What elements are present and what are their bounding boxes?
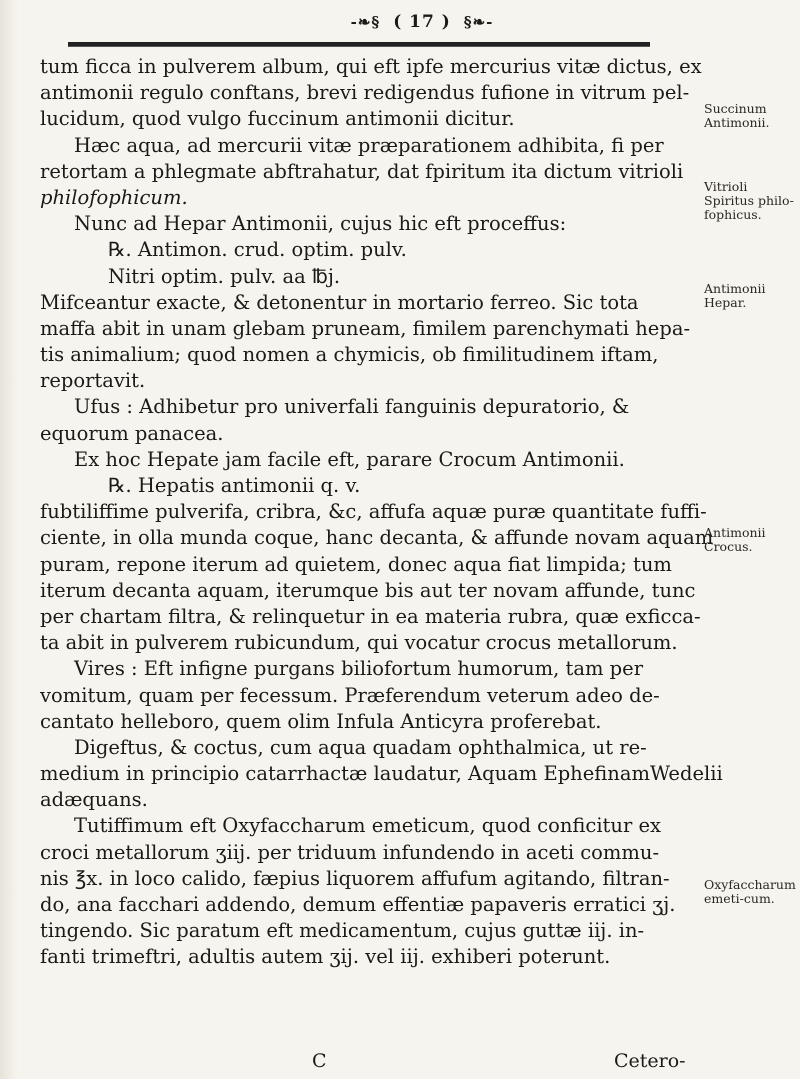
text-line: fanti trimeftri, adultis autem ʒij. vel iij. exhiberi poterunt. xyxy=(40,945,611,969)
text-line: equorum panacea. xyxy=(40,421,224,445)
text-line: Mifceantur exacte, & detonentur in mortario ferreo. Sic tota xyxy=(40,290,639,314)
text-line: tis animalium; quod nomen a chymicis, ob fimilitudinem iftam, xyxy=(40,343,659,367)
text-line: Hæc aqua, ad mercurii vitæ præparationem adhibita, fi per xyxy=(74,133,664,157)
text-line: reportavit. xyxy=(40,369,146,393)
text-line: adæquans. xyxy=(40,788,148,812)
margin-note: Succinum Antimonii. xyxy=(704,101,770,130)
text-line: tum ficca in pulverem album, qui eft ipfe mercurius vitæ dictus, ex xyxy=(40,55,702,78)
text-line: ta abit in pulverem rubicundum, qui vocatur crocus metallorum. xyxy=(40,631,678,655)
text-line: iterum decanta aquam, iterumque bis aut ter novam affunde, tunc xyxy=(40,578,696,602)
text-line: medium in principio catarrhactæ laudatur, Aquam EphefinamWedelii xyxy=(40,762,723,786)
margin-note: Vitrioli Spiritus philo-fophicus. xyxy=(704,179,794,222)
text-line: per chartam filtra, & relinquetur in ea materia rubra, quæ exficca- xyxy=(40,604,701,628)
catchword: Cetero- xyxy=(614,1050,686,1072)
margin-note: Oxyfaccharum emeti-cum. xyxy=(704,877,796,906)
text-line: cantato helleboro, quem olim Infula Anticyra proferebat. xyxy=(40,709,602,733)
text-line: vomitum, quam per fecessum. Præferendum veterum adeo de- xyxy=(40,683,660,707)
text-line: ciente, in olla munda coque, hanc decanta, & affunde novam aquam xyxy=(40,526,714,550)
header-rule xyxy=(68,42,650,47)
text-line: Tutiffimum eft Oxyfaccharum emeticum, quod conficitur ex xyxy=(74,814,662,838)
text-line: croci metallorum ʒiij. per triduum infundendo in aceti commu- xyxy=(40,840,660,864)
signature-mark: C xyxy=(312,1050,327,1072)
margin-note: Antimonii Hepar. xyxy=(704,281,766,310)
text-line: puram, repone iterum ad quietem, donec aqua fiat limpida; tum xyxy=(40,552,672,576)
body-text xyxy=(40,54,723,971)
right-ornament: §❧- xyxy=(463,13,494,31)
text-line: Vires : Eft infigne purgans biliofortum humorum, tam per xyxy=(74,657,644,681)
margin-note: Antimonii Crocus. xyxy=(704,525,766,554)
page-header xyxy=(232,12,612,32)
text-line: lucidum, quod vulgo fuccinum antimonii dicitur. xyxy=(40,107,515,131)
text-line: Ex hoc Hepate jam facile eft, parare Crocum Antimonii. xyxy=(74,447,625,471)
text-line: antimonii regulo conftans, brevi redigendus fufione in vitrum pel- xyxy=(40,81,690,105)
text-line: do, ana facchari addendo, demum effentiæ papaveris erratici ʒj. xyxy=(40,893,676,916)
text-line: Nunc ad Hepar Antimonii, cujus hic eft proceffus: xyxy=(74,212,567,236)
recipe-line: Nitri optim. pulv. aa ℔j. xyxy=(108,264,341,288)
page-number: ( 17 ) xyxy=(393,12,451,32)
recipe-line: ℞. Antimon. crud. optim. pulv. xyxy=(108,238,407,262)
text-line: Ufus : Adhibetur pro univerfali fanguinis depuratorio, & xyxy=(74,395,630,419)
left-ornament: -❧§ xyxy=(350,13,381,31)
text-line: philofophicum. xyxy=(40,185,188,209)
text-line: fubtiliffime pulverifa, cribra, &c, affufa aquæ puræ quantitate fuffi- xyxy=(40,500,707,524)
recipe-line: ℞. Hepatis antimonii q. v. xyxy=(108,474,361,497)
text-line: retortam a phlegmate abftrahatur, dat fpiritum ita dictum vitrioli xyxy=(40,159,684,183)
text-line: tingendo. Sic paratum eft medicamentum, cujus guttæ iij. in- xyxy=(40,919,645,943)
text-line: nis ℥x. in loco calido, fæpius liquorem affufum agitando, filtran- xyxy=(40,866,670,890)
page-gutter-shadow xyxy=(0,0,18,1079)
text-line: Digeftus, & coctus, cum aqua quadam ophthalmica, ut re- xyxy=(74,735,647,759)
text-line: maffa abit in unam glebam pruneam, fimilem parenchymati hepa- xyxy=(40,316,691,340)
